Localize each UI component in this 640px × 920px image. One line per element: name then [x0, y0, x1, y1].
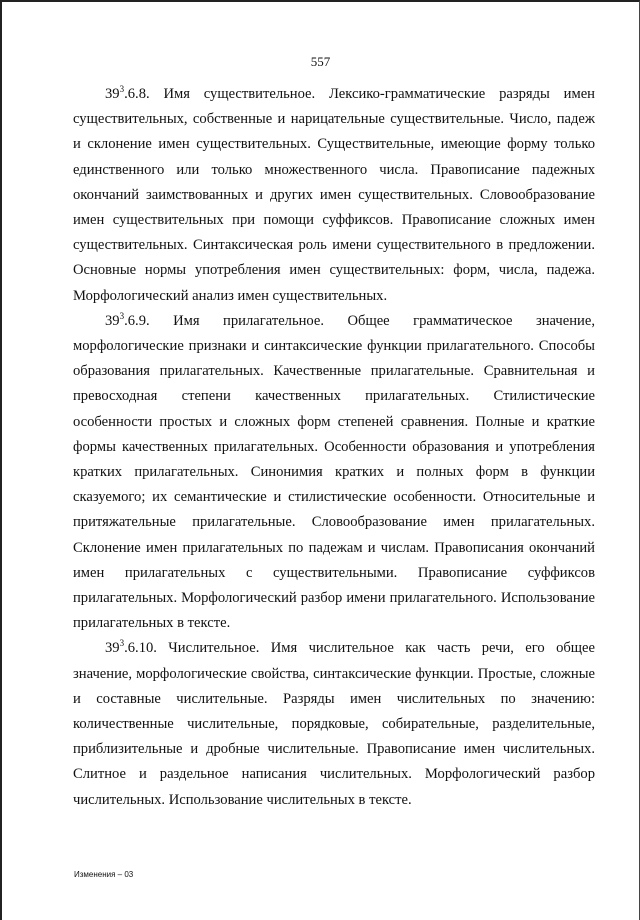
paragraph-text: Имя существительное. Лексико-грамматические разряды имен существительных, собственные и нарицательные существительные. Число, падеж и склонение имен существительных. Существительные, имеющие форму только единственного или только множественного числа. Правописание падежных окончаний заимствованных и других имен существительных. Словообразование имен существительных при помощи суффиксов. Правописание сложных имен существительных. Синтаксическая роль имени существительного в предложении. Основные нормы употребления имен существительных: форм, числа, падежа. Морфологический анализ имен существительных. — [73, 86, 595, 304]
paragraph-text: Имя прилагательное. Общее грамматическое значение, морфологические признаки и синтаксические функции прилагательного. Способы образования прилагательных. Качественные прилагательные. Сравнительная и превосходная степени качественных прилагательных. Стилистические особенности простых и сложных форм степеней сравнения. Полные и краткие формы качественных прилагательных. Особенности образования и употребления кратких прилагательных. Синонимия кратких и полных форм в функции сказуемого; их семантические и стилистические особенности. Относительные и притяжательные прилагательные. Словообразование имен прилагательных. Склонение имен прилагательных по падежам и числам. Правописания окончаний имен прилагательных с существительными. Правописание суффиксов прилагательных. Морфологический разбор имени прилагательного. Использование прилагательных в тексте. — [73, 312, 595, 632]
paragraph-text: Числительное. Имя числительное как часть речи, его общее значение, морфологические свойства, синтаксические функции. Простые, сложные и составные числительные. Разряды имен числительных по значению: количественные числительные, порядковые, собирательные, разделительные, приблизительные и дробные числительные. Правописание имен числительных. Слитное и раздельное написания числительных. Морфологический разбор числительных. Использование числительных в тексте. — [73, 640, 595, 808]
page-number: 557 — [310, 54, 331, 69]
footer-revision-note: Изменения – 03 — [74, 870, 134, 879]
paragraph-numerals — [73, 636, 595, 812]
paragraph-adjectives — [73, 309, 595, 637]
section-number: $39^3.6.9$. — [105, 310, 150, 329]
section-number: $39^3.6.8$. — [105, 84, 150, 102]
document-body — [73, 82, 595, 813]
section-number: $39^3.6.10$. — [105, 638, 157, 657]
paragraph-nouns — [73, 82, 595, 309]
